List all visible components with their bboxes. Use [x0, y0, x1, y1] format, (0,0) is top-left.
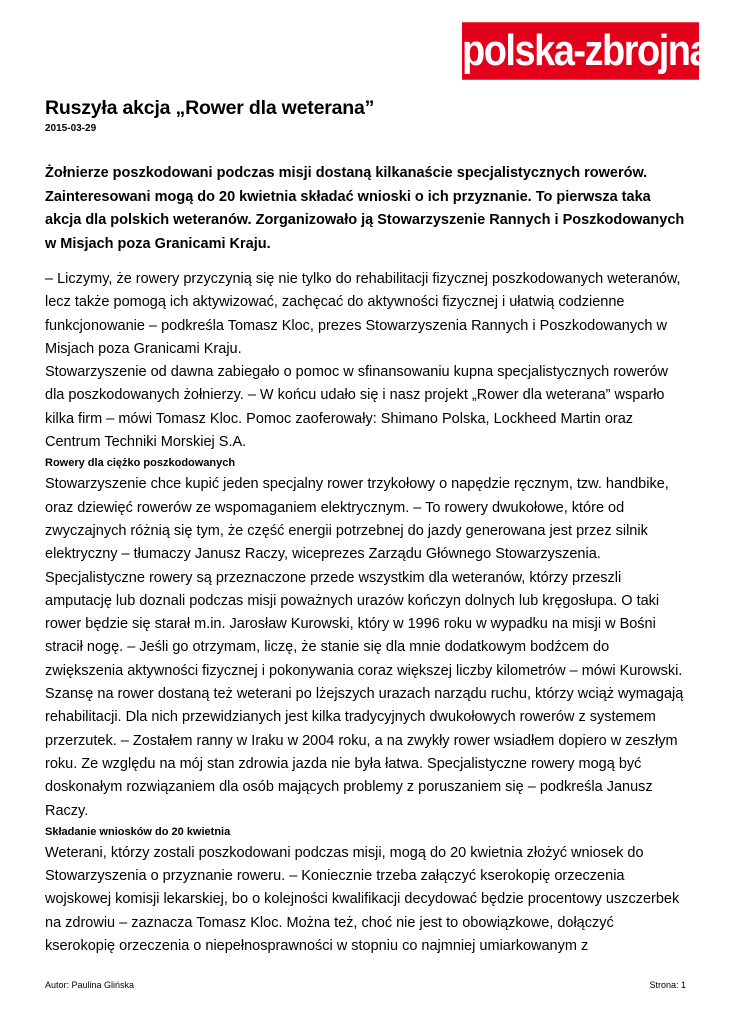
- article-body: [45, 268, 687, 958]
- site-logo: polska-zbrojna.pl: [462, 22, 699, 80]
- article-paragraph: Stowarzyszenie chce kupić jeden specjalny rower trzykołowy o napędzie ręcznym, tzw. handbike, oraz dziewięć rowerów ze wspomaganiem elektrycznym. – To rowery dwukołowe, które od zwyczajnych różnią się tym, że część energii potrzebnej do jazdy generowana jest przez silnik elektryczny – tłumaczy Janusz Raczy, wiceprezes Zarządu Głównego Stowarzyszenia.: [45, 476, 669, 563]
- article-paragraph: Szansę na rower dostaną też weterani po lżejszych urazach narządu ruchu, którzy wciąż wymagają rehabilitacji. Dla nich przewidzianych jest kilka tradycyjnych dwukołowych rowerów z systemem przerzutek. – Zostałem ranny w Iraku w 2004 roku, a na zwykły rower wsiadłem dopiero w zeszłym roku. Ze względu na mój stan zdrowia jazda nie była łatwa. Specjalistyczne rowery mogą być doskonałym rozwiązaniem dla osób mających problemy z poruszaniem się – podkreśla Janusz Raczy.: [45, 686, 684, 819]
- footer-page-number: Strona: 1: [649, 980, 686, 990]
- article-title: Ruszyła akcja „Rower dla weterana”: [45, 97, 375, 119]
- footer-author: Autor: Paulina Glińska: [45, 980, 135, 990]
- section-heading: Składanie wniosków do 20 kwietnia: [45, 825, 231, 838]
- article-lead: Żołnierze poszkodowani podczas misji dostaną kilkanaście specjalistycznych rowerów. Zainteresowani mogą do 20 kwietnia składać wnioski o ich przyznanie. To pierwsza taka akcja dla polskich weteranów. Zorganizowało ją Stowarzyszenie Rannych i Poszkodowanych w Misjach poza Granicami Kraju.: [45, 165, 685, 252]
- section-heading: Rowery dla ciężko poszkodowanych: [45, 457, 236, 470]
- article-paragraph: Specjalistyczne rowery są przeznaczone przede wszystkim dla weteranów, którzy przeszli amputację lub doznali podczas misji poważnych urazów kończyn dolnych lub kręgosłupa. O taki rower będzie się starał m.in. Jarosław Kurowski, który w 1996 roku w wypadku na misji w Bośni stracił nogę. – Jeśli go otrzymam, liczę, że stanie się dla mnie dodatkowym bodźcem do zwiększenia aktywności fizycznej i pokonywania coraz większej liczby kilometrów – mówi Kurowski.: [45, 569, 683, 679]
- article-paragraph: Weterani, którzy zostali poszkodowani podczas misji, mogą do 20 kwietnia złożyć wniosek do Stowarzyszenia o przyznanie roweru. – Koniecznie trzeba załączyć kserokopię orzeczenia wojskowej komisji lekarskiej, bo o kolejności kwalifikacji decydować będzie procentowy uszczerbek na zdrowiu – zaznacza Tomasz Kloc. Można też, choć nie jest to obowiązkowe, dołączyć kserokopię orzeczenia o niepełnosprawności w stopniu co najmniej umiarkowanym z: [45, 844, 680, 955]
- article-paragraph: – Liczymy, że rowery przyczynią się nie tylko do rehabilitacji fizycznej poszkodowanych weteranów, lecz także pomogą ich aktywizować, zachęcać do aktywności fizycznej i ułatwią codzienne funkcjonowanie – podkreśla Tomasz Kloc, prezes Stowarzyszenia Rannych i Poszkodowanych w Misjach poza Granicami Kraju.: [45, 271, 681, 357]
- article-paragraph: Stowarzyszenie od dawna zabiegało o pomoc w sfinansowaniu kupna specjalistycznych rowerów dla poszkodowanych żołnierzy. – W końcu udało się i nasz projekt „Rower dla weterana” wsparło kilka firm – mówi Tomasz Kloc. Pomoc zaoferowały: Shimano Polska, Lockheed Martin oraz Centrum Techniki Morskiej S.A.: [45, 364, 669, 451]
- article-date: 2015-03-29: [45, 123, 97, 134]
